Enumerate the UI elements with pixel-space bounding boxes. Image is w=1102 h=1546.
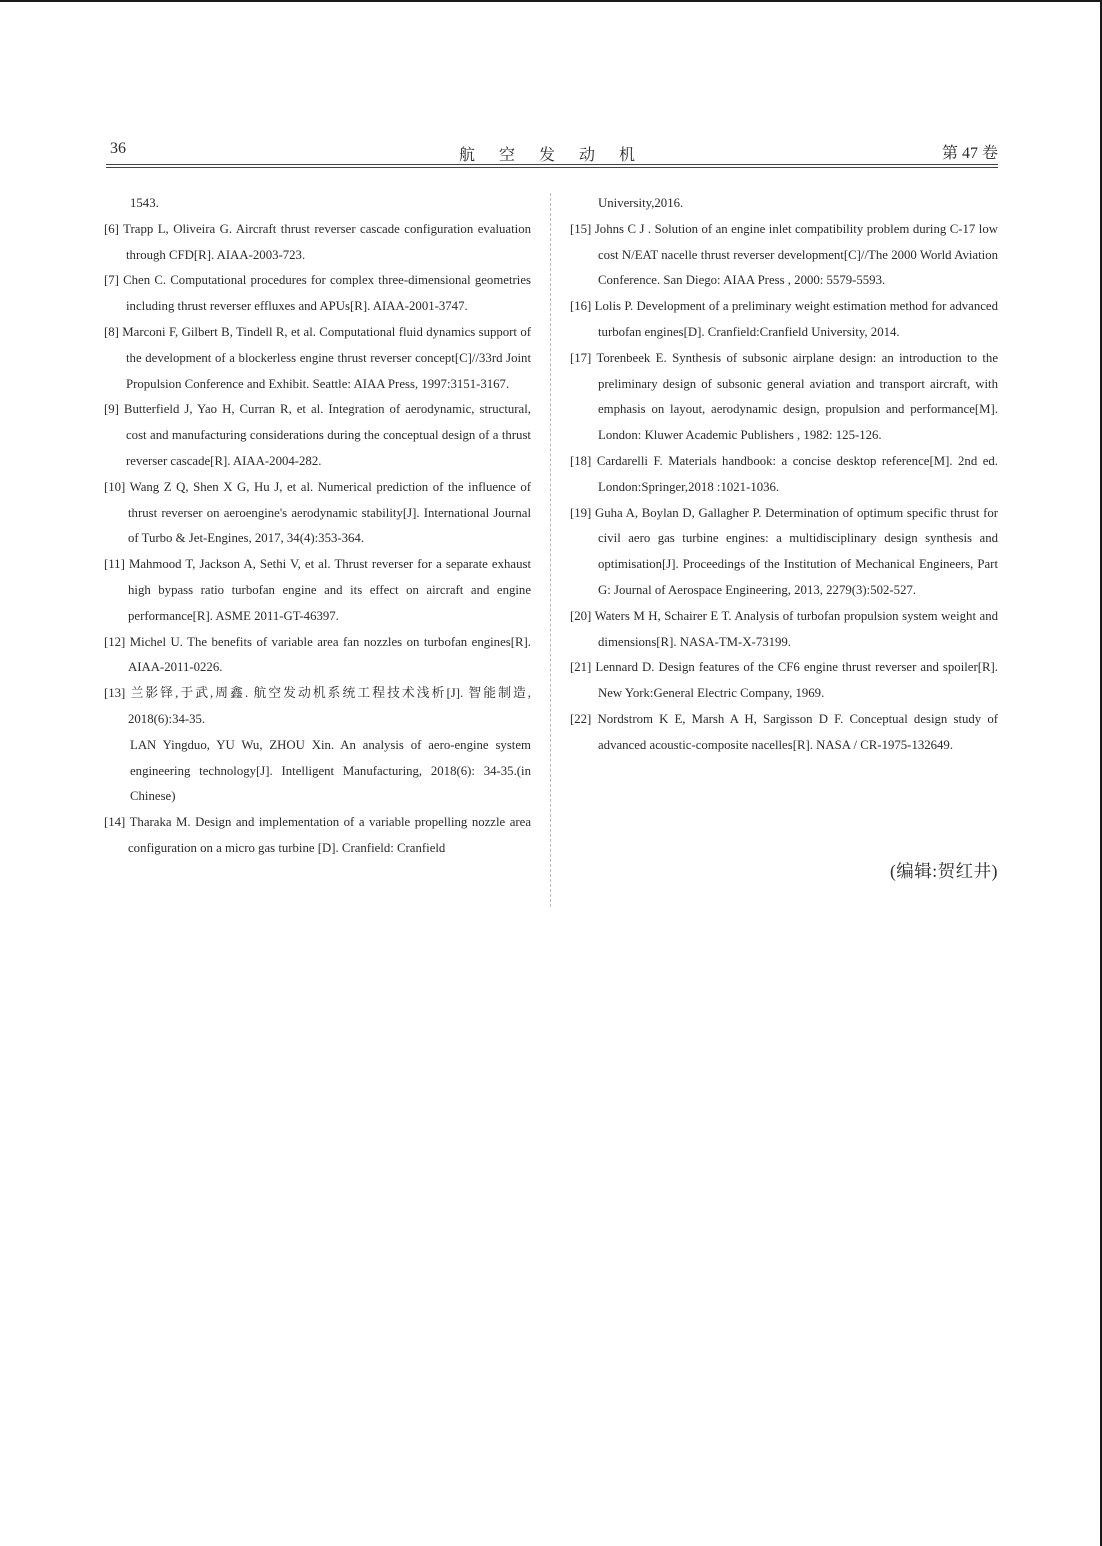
reference-item: [7] Chen C. Computational procedures for complex three-dimensional geometries including thrust reverser effluxes and APUs[R]. AIAA-2001-3747. bbox=[104, 273, 531, 314]
reference-item: [8] Marconi F, Gilbert B, Tindell R, et al. Computational fluid dynamics support of the development of a blockerless engine thrust reverser concept[C]//33rd Joint Propulsion Conference and Exhibit. Seattle: AIAA Press, 1997:3151-3167. bbox=[104, 324, 531, 391]
reference-item: [14] Tharaka M. Design and implementation of a variable propelling nozzle area configuration on a micro gas turbine [D]. Cranfield: Cranfield bbox=[104, 815, 532, 855]
reference-item: [12] Michel U. The benefits of variable area fan nozzles on turbofan engines[R]. AIAA-2011-0226. bbox=[104, 634, 531, 675]
reference-item: [20] Waters M H, Schairer E T. Analysis of turbofan propulsion system weight and dimensions[R]. NASA-TM-X-73199. bbox=[570, 608, 999, 649]
reference-continuation: 1543. bbox=[130, 196, 159, 210]
page-top-edge bbox=[0, 0, 1102, 2]
reference-item: [22] Nordstrom K E, Marsh A H, Sargisson D F. Conceptual design study of advanced acoustic-composite nacelles[R]. NASA / CR-1975-132649. bbox=[570, 711, 999, 752]
reference-item: [15] Johns C J . Solution of an engine inlet compatibility problem during C-17 low cost N/EAT nacelle thrust reverser development[C]//The 2000 World Aviation Conference. San Diego: AIAA Press , 2000: 5579-5593. bbox=[570, 221, 998, 288]
reference-continuation: University,2016. bbox=[598, 196, 684, 210]
journal-title: 航 空 发 动 机 bbox=[458, 147, 645, 164]
reference-item: [11] Mahmood T, Jackson A, Sethi V, et al. Thrust reverser for a separate exhaust high bypass ratio turbofan engine and its effect on aircraft and engine performance[R]. ASME 2011-GT-46397. bbox=[104, 557, 532, 623]
reference-item: [16] Lolis P. Development of a preliminary weight estimation method for advanced turbofan engines[D]. Cranfield:Cranfield University, 2014. bbox=[570, 299, 998, 339]
reference-item: [6] Trapp L, Oliveira G. Aircraft thrust reverser cascade configuration evaluation through CFD[R]. AIAA-2003-723. bbox=[104, 221, 531, 262]
reference-item: [17] Torenbeek E. Synthesis of subsonic airplane design: an introduction to the preliminary design of subsonic general aviation and transport aircraft, with emphasis on layout, aerodynamic design, propulsion and performance[M]. London: Kluwer Academic Publishers , 1982: 125-126. bbox=[570, 350, 999, 443]
references-left-column bbox=[104, 191, 531, 862]
references-right-column bbox=[570, 191, 998, 759]
reference-item: [9] Butterfield J, Yao H, Curran R, et al. Integration of aerodynamic, structural, cost and manufacturing considerations during the conceptual design of a thrust reverser cascade[R]. AIAA-2004-282. bbox=[104, 402, 531, 468]
reference-item: [19] Guha A, Boylan D, Gallagher P. Determination of optimum specific thrust for civil aero gas turbine engines: a multidisciplinary design synthesis and optimisation[J]. Proceedings of the Institution of Mechanical Engineers, Part G: Journal of Aerospace Engineering, 2013, 2279(3):502-527. bbox=[570, 505, 999, 597]
column-divider bbox=[550, 193, 551, 907]
reference-item: [18] Cardarelli F. Materials handbook: a concise desktop reference[M]. 2nd ed. London:Springer,2018 :1021-1036. bbox=[570, 453, 998, 494]
reference-item: [21] Lennard D. Design features of the CF6 engine thrust reverser and spoiler[R]. New York:General Electric Company, 1969. bbox=[570, 660, 998, 701]
editor-note: (编辑:贺红井) bbox=[889, 861, 998, 881]
header-rule-bottom bbox=[106, 167, 998, 168]
volume-label: 第 47 卷 bbox=[941, 145, 998, 162]
reference-translation: LAN Yingduo, YU Wu, ZHOU Xin. An analysis of aero-engine system engineering technology[J]. Intelligent Manufacturing, 2018(6): 34-35.(in Chinese) bbox=[130, 737, 531, 804]
page-number: 36 bbox=[110, 140, 126, 157]
running-header bbox=[106, 138, 998, 162]
reference-item: [10] Wang Z Q, Shen X G, Hu J, et al. Numerical prediction of the influence of thrust reverser on aeroengine's aerodynamic stability[J]. International Journal of Turbo & Jet-Engines, 2017, 34(4):353-364. bbox=[104, 479, 531, 546]
header-rule-top bbox=[106, 164, 998, 165]
reference-item: [13] 兰影铎,于武,周鑫. 航空发动机系统工程技术浅析[J]. 智能制造, 2018(6):34-35. bbox=[104, 686, 531, 726]
